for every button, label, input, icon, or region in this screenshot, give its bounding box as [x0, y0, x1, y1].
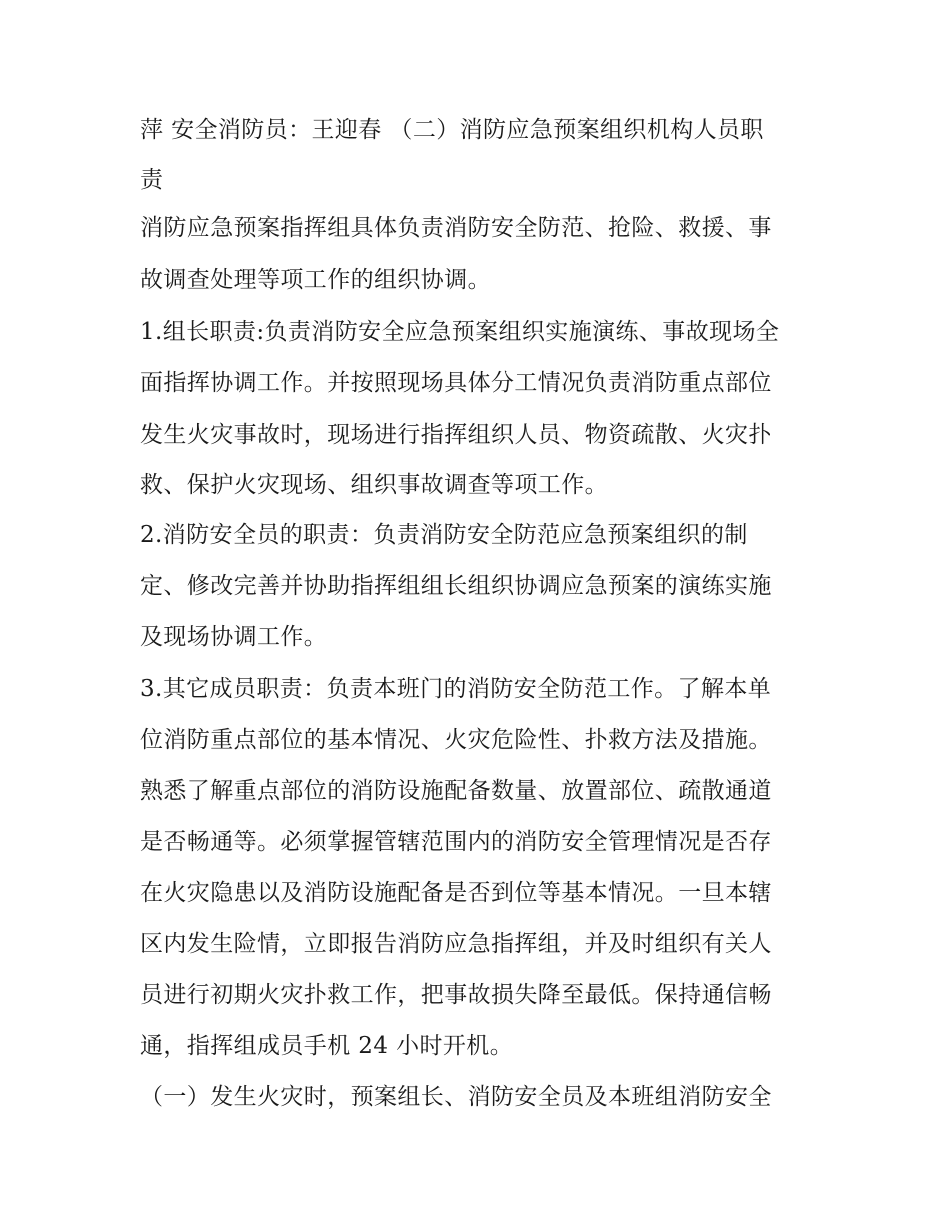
text-line: 定、修改完善并协助指挥组组长组织协调应急预案的演练实施 — [140, 573, 772, 599]
text-line: 面指挥协调工作。并按照现场具体分工情况负责消防重点部位 — [140, 370, 772, 396]
text-line: 故调查处理等项工作的组织协调。 — [140, 267, 491, 293]
text-line: 熟悉了解重点部位的消防设施配备数量、放置部位、疏散通道 — [140, 778, 772, 804]
text-line: 责 — [140, 167, 164, 193]
text-line: 3.其它成员职责：负责本班门的消防安全防范工作。了解本单 — [140, 676, 772, 702]
text-line: 是否畅通等。必须掌握管辖范围内的消防安全管理情况是否存 — [140, 829, 772, 855]
text-line: 消防应急预案指挥组具体负责消防安全防范、抢险、救援、事 — [140, 215, 772, 241]
text-line: 2.消防安全员的职责：负责消防安全防范应急预案组织的制 — [140, 522, 748, 548]
text-line: 员进行初期火灾扑救工作，把事故损失降至最低。保持通信畅 — [140, 982, 772, 1008]
text-line: 位消防重点部位的基本情况、火灾危险性、扑救方法及措施。 — [140, 727, 772, 753]
text-line: 萍 安全消防员：王迎春 （二）消防应急预案组织机构人员职 — [140, 117, 764, 143]
text-line: 发生火灾事故时，现场进行指挥组织人员、物资疏散、火灾扑 — [140, 422, 772, 448]
text-line: 在火灾隐患以及消防设施配备是否到位等基本情况。一旦本辖 — [140, 880, 772, 906]
text-line: 及现场协调工作。 — [140, 624, 328, 650]
text-line: 救、保护火灾现场、组织事故调查等项工作。 — [140, 472, 608, 498]
text-line: 1.组长职责:负责消防安全应急预案组织实施演练、事故现场全 — [140, 319, 780, 345]
text-line: （一）发生火灾时，预案组长、消防安全员及本班组消防安全 — [140, 1084, 772, 1110]
text-line: 通，指挥组成员手机 24 小时开机。 — [140, 1033, 514, 1059]
text-line: 区内发生险情，立即报告消防应急指挥组，并及时组织有关人 — [140, 931, 772, 957]
